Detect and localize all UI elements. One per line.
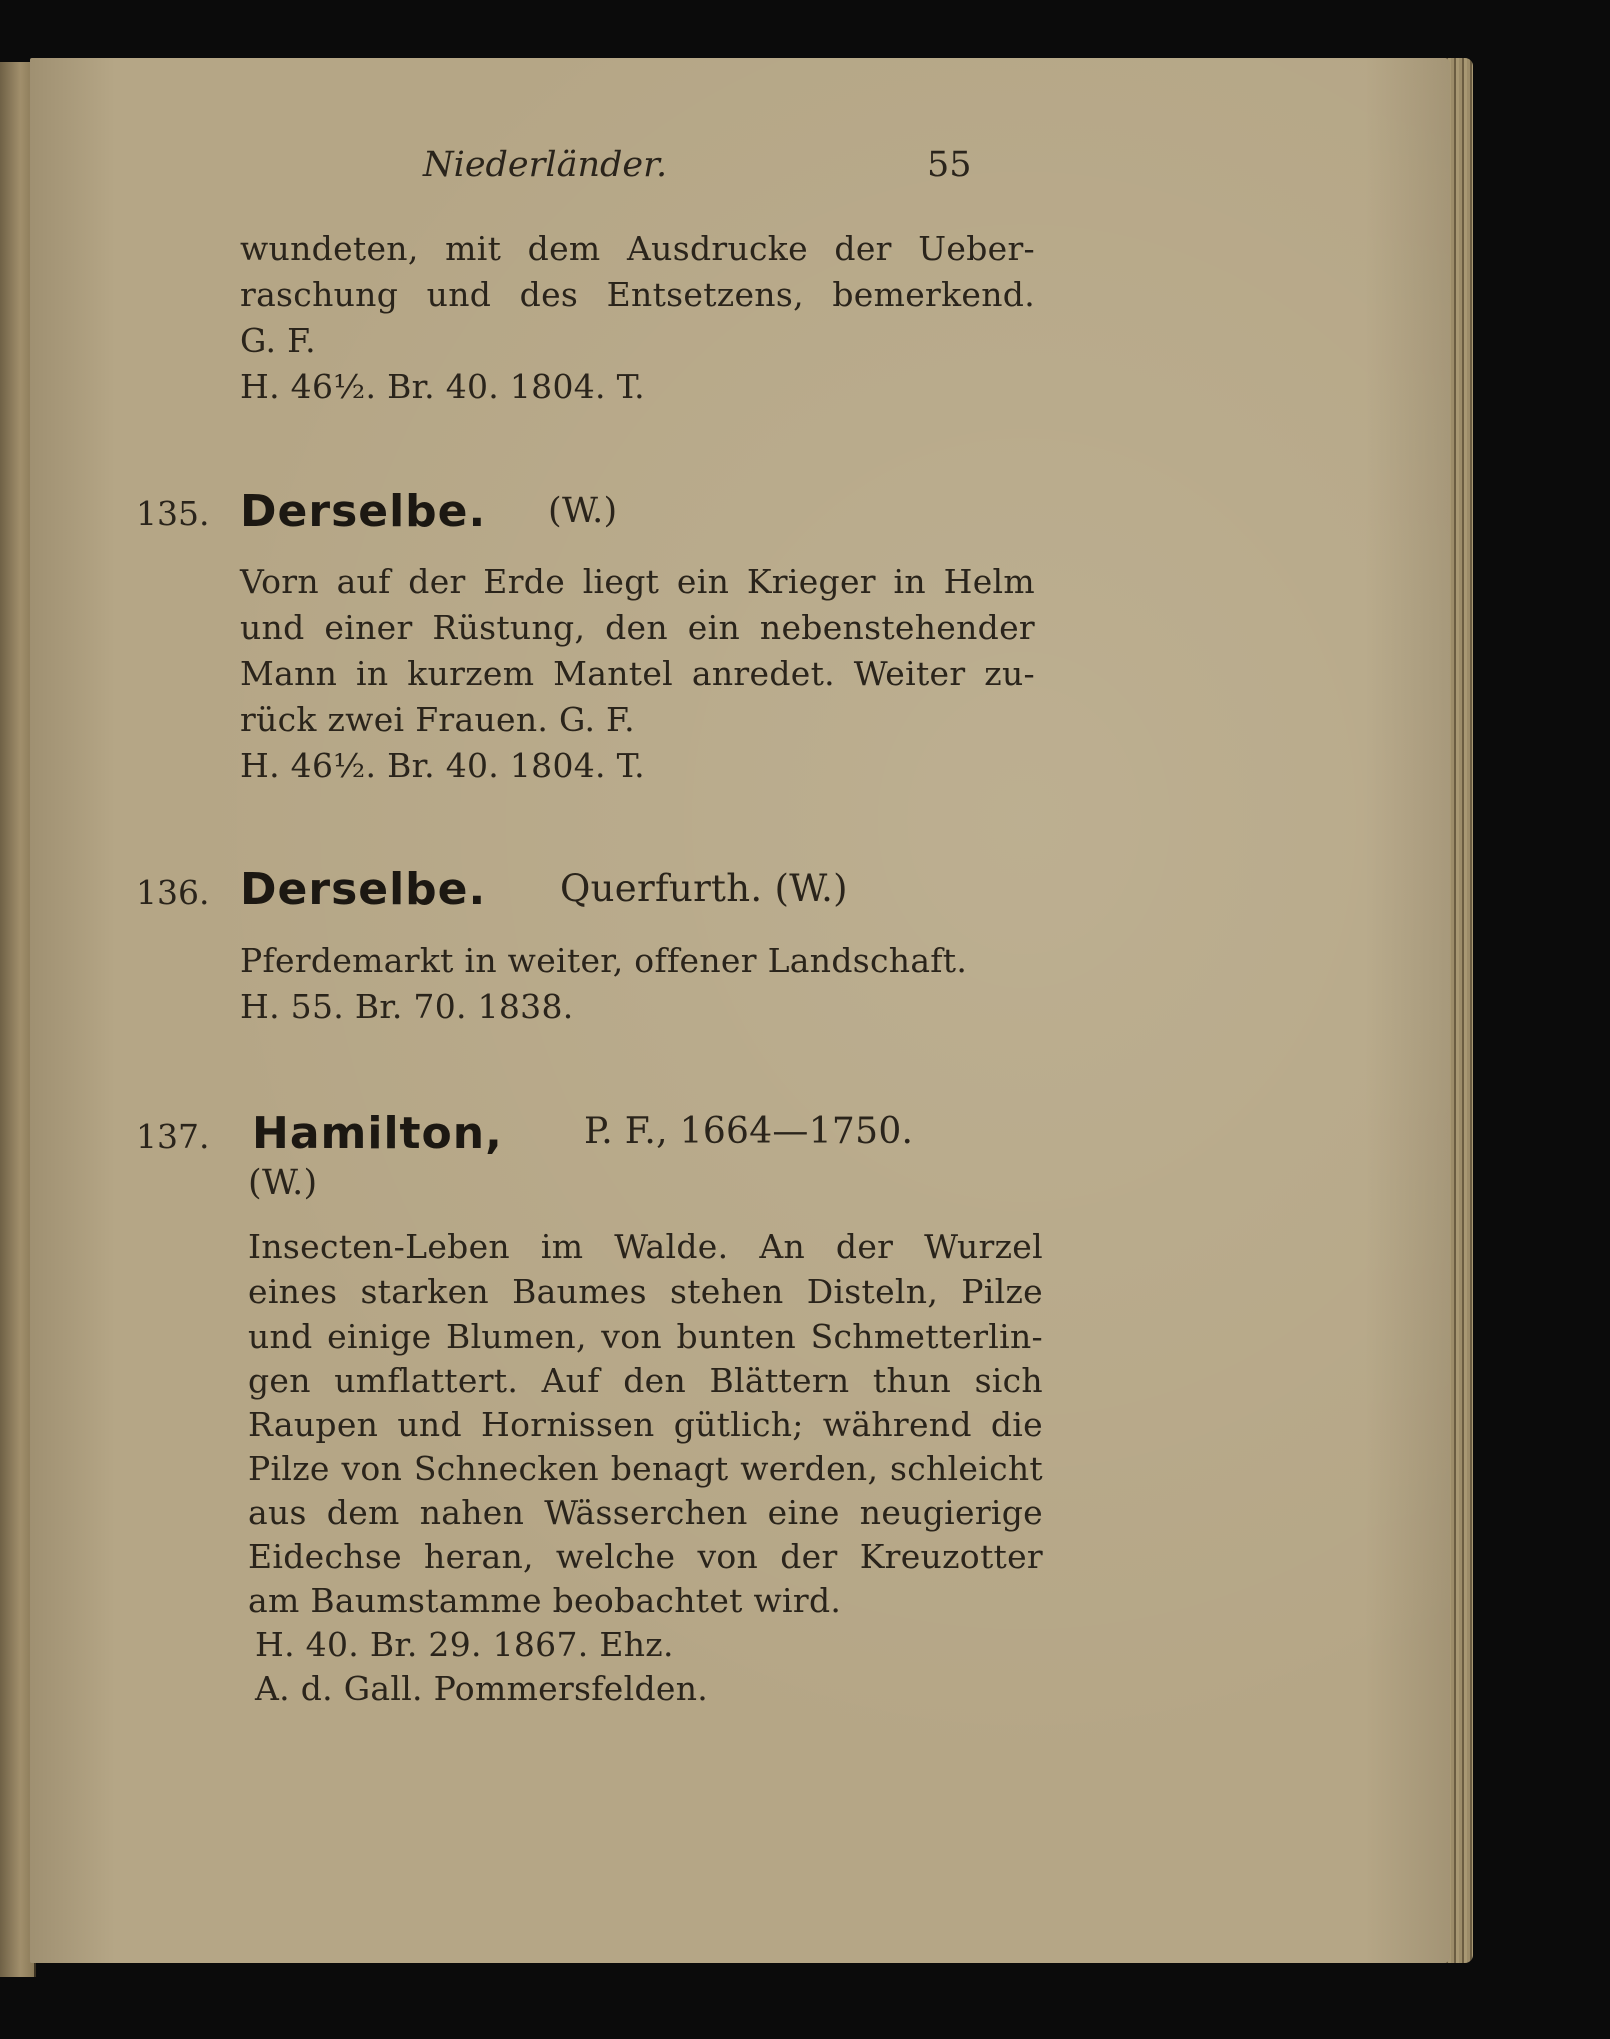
text-line: Vorn auf der Erde liegt ein Krieger in Helm: [240, 562, 1035, 601]
text-line: und einige Blumen, von bunten Schmetterlin-: [248, 1317, 1043, 1356]
attribution: (W.): [548, 491, 618, 531]
running-title: Niederländer.: [423, 145, 668, 185]
artist-name: Hamilton,: [252, 1108, 503, 1159]
text-line: Pilze von Schnecken benagt werden, schleicht: [248, 1449, 1043, 1488]
dimensions-line: H. 40. Br. 29. 1867. Ehz.: [255, 1625, 674, 1664]
text-line: am Baumstamme beobachtet wird.: [248, 1581, 842, 1620]
provenance-line: A. d. Gall. Pommersfelden.: [255, 1669, 709, 1708]
text-line: Mann in kurzem Mantel anredet. Weiter zu-: [240, 654, 1035, 693]
text-line: gen umflattert. Auf den Blättern thun sich: [248, 1361, 1043, 1400]
text-line: rück zwei Frauen. G. F.: [240, 700, 635, 739]
attribution-continued: (W.): [248, 1163, 318, 1203]
entry-number: 136.: [136, 873, 210, 912]
text-line: aus dem nahen Wässerchen eine neugierige: [248, 1493, 1043, 1532]
text-line: Eidechse heran, welche von der Kreuzotter: [248, 1537, 1043, 1576]
page-number: 55: [927, 145, 972, 185]
text-line: Pferdemarkt in weiter, offener Landschaft.: [240, 941, 968, 980]
text-line: und einer Rüstung, den ein nebenstehender: [240, 608, 1035, 647]
attribution: Querfurth. (W.): [560, 867, 848, 910]
text-line: G. F.: [240, 321, 316, 360]
dimensions-line: H. 55. Br. 70. 1838.: [240, 987, 574, 1026]
text-line: raschung und des Entsetzens, bemerkend.: [240, 275, 1035, 314]
text-line: eines starken Baumes stehen Disteln, Pilze: [248, 1272, 1043, 1311]
text-line: wundeten, mit dem Ausdrucke der Ueber-: [240, 229, 1035, 268]
dimensions-line: H. 46½. Br. 40. 1804. T.: [240, 746, 645, 785]
artist-name: Derselbe.: [240, 486, 487, 537]
dimensions-line: H. 46½. Br. 40. 1804. T.: [240, 367, 645, 406]
text-line: Raupen und Hornissen gütlich; während die: [248, 1405, 1043, 1444]
attribution: P. F., 1664—1750.: [584, 1111, 914, 1152]
entry-number: 135.: [136, 494, 210, 533]
entry-number: 137.: [136, 1117, 210, 1156]
text-line: Insecten-Leben im Walde. An der Wurzel: [248, 1227, 1043, 1266]
artist-name: Derselbe.: [240, 864, 487, 915]
